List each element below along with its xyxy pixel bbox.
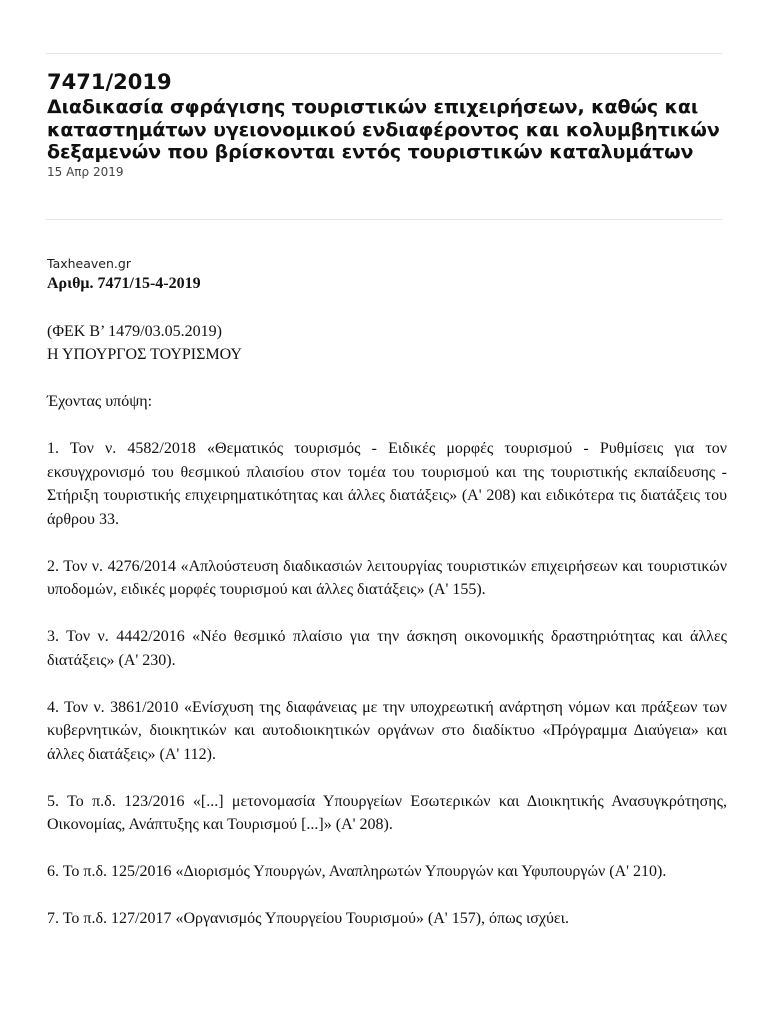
legal-basis-item: 2. Τον ν. 4276/2014 «Απλούστευση διαδικασιών λειτουργίας τουριστικών επιχειρήσεων και τουριστικών υποδομών, ειδικές μορφές τουρισμού και άλλες διατάξεις» (Α' 155). bbox=[47, 557, 727, 598]
top-divider bbox=[46, 53, 722, 54]
document-date: 15 Απρ 2019 bbox=[47, 164, 124, 179]
document-body bbox=[47, 256, 727, 931]
document-number: 7471/2019 bbox=[47, 70, 172, 94]
legal-basis-item: 1. Τον ν. 4582/2018 «Θεματικός τουρισμός - Ειδικές μορφές τουρισμού - Ρυθμίσεις για τον εκσυγχρονισμό του θεσμικού πλαισίου στον τομέα του τουρισμού και της τουριστικής εκπαίδευσης - Στήριξη τουριστικής επιχειρηματικότητας και άλλες διατάξεις» (Α' 208) και ειδικότερα τις διατάξεις του άρθρου 33. bbox=[47, 440, 727, 528]
header-divider bbox=[46, 219, 722, 220]
document-header bbox=[47, 68, 737, 180]
legal-basis-item: 5. Το π.δ. 123/2016 «[...] μετονομασία Υπουργείων Εσωτερικών και Διοικητικής Ανασυγκρότησης, Οικονομίας, Ανάπτυξης και Τουρισμού [...]» (Α' 208). bbox=[47, 792, 727, 833]
legal-basis-item: 6. Το π.δ. 125/2016 «Διορισμός Υπουργών, Αναπληρωτών Υπουργών και Υφυπουργών (Α' 210). bbox=[47, 863, 667, 880]
fek-reference: (ΦΕΚ Β’ 1479/03.05.2019) bbox=[47, 322, 222, 340]
document-title: Διαδικασία σφράγισης τουριστικών επιχειρήσεων, καθώς και καταστημάτων υγειονομικού ενδιαφέροντος και κολυμβητικών δεξαμενών που βρίσκονται εντός τουριστικών καταλυμάτων bbox=[47, 96, 720, 163]
legal-basis-item: 7. Το π.δ. 127/2017 «Οργανισμός Υπουργείου Τουρισμού» (Α' 157), όπως ισχύει. bbox=[47, 910, 569, 927]
considering-heading: Έχοντας υπόψη: bbox=[47, 393, 153, 410]
legal-basis-item: 3. Τον ν. 4442/2016 «Νέο θεσμικό πλαίσιο για την άσκηση οικονομικής δραστηριότητας και άλλες διατάξεις» (Α' 230). bbox=[47, 628, 727, 669]
issuing-authority: Η ΥΠΟΥΡΓΟΣ ΤΟΥΡΙΣΜΟΥ bbox=[47, 346, 242, 363]
legal-basis-item: 4. Τον ν. 3861/2010 «Ενίσχυση της διαφάνειας με την υποχρεωτική ανάρτηση νόμων και πράξεων των κυβερνητικών, διοικητικών και αυτοδιοικητικών οργάνων στο διαδίκτυο «Πρόγραμμα Διαύγεια» και άλλες διατάξεις» (Α' 112). bbox=[47, 698, 727, 763]
reference-number: Αριθμ. 7471/15-4-2019 bbox=[47, 275, 201, 292]
source-label: Taxheaven.gr bbox=[47, 256, 131, 271]
